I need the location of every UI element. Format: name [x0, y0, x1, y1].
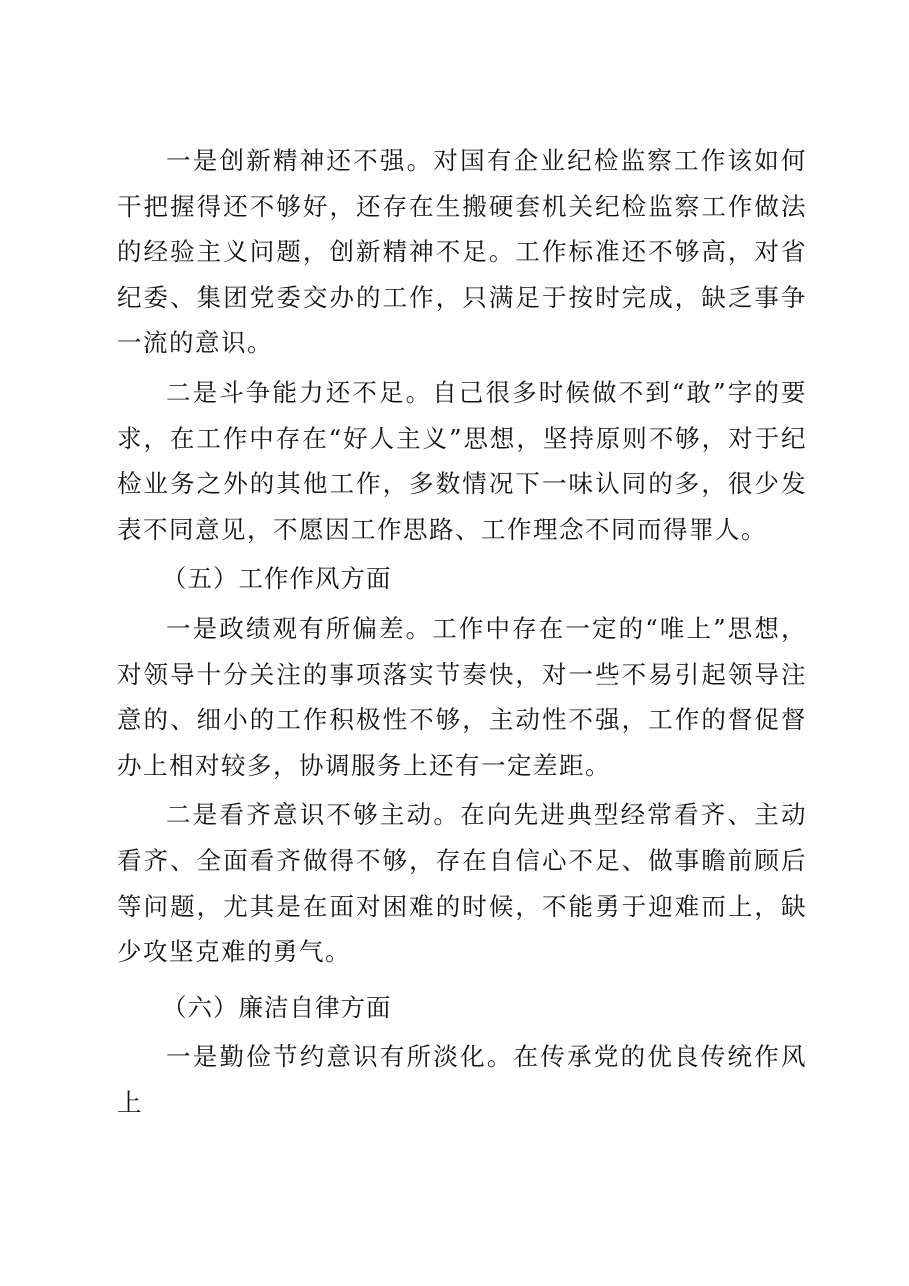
paragraph-alignment-awareness: 二是看齐意识不够主动。在向先进典型经常看齐、主动看齐、全面看齐做得不够，存在自信心不足、做事瞻前顾后等问题，尤其是在面对困难的时候，不能勇于迎难而上，缺少攻坚克难的勇气。 — [117, 800, 807, 967]
paragraph-frugality: 一是勤俭节约意识有所淡化。在传承党的优良传统作风上 — [117, 1042, 807, 1117]
paragraph-struggle: 二是斗争能力还不足。自己很多时候做不到“敢”字的要求，在工作中存在“好人主义”思想，坚持原则不够，对于纪检业务之外的其他工作，多数情况下一味认同的多，很少发表不同意见，不愿因工作思路、工作理念不同而得罪人。 — [117, 377, 807, 544]
document-body — [117, 138, 807, 1125]
paragraph-achievement-view: 一是政绩观有所偏差。工作中存在一定的“唯上”思想，对领导十分关注的事项落实节奏快，对一些不易引起领导注意的、细小的工作积极性不够，主动性不强，工作的督促督办上相对较多，协调服务上还有一定差距。 — [117, 613, 807, 780]
paragraph-innovation: 一是创新精神还不强。对国有企业纪检监察工作该如何干把握得还不够好，还存在生搬硬套机关纪检监察工作做法的经验主义问题，创新精神不足。工作标准还不够高，对省纪委、集团党委交办的工作，只满足于按时完成，缺乏事争一流的意识。 — [117, 146, 807, 358]
section-heading-integrity: （六）廉洁自律方面 — [162, 992, 392, 1022]
section-heading-work-style: （五）工作作风方面 — [162, 564, 392, 594]
